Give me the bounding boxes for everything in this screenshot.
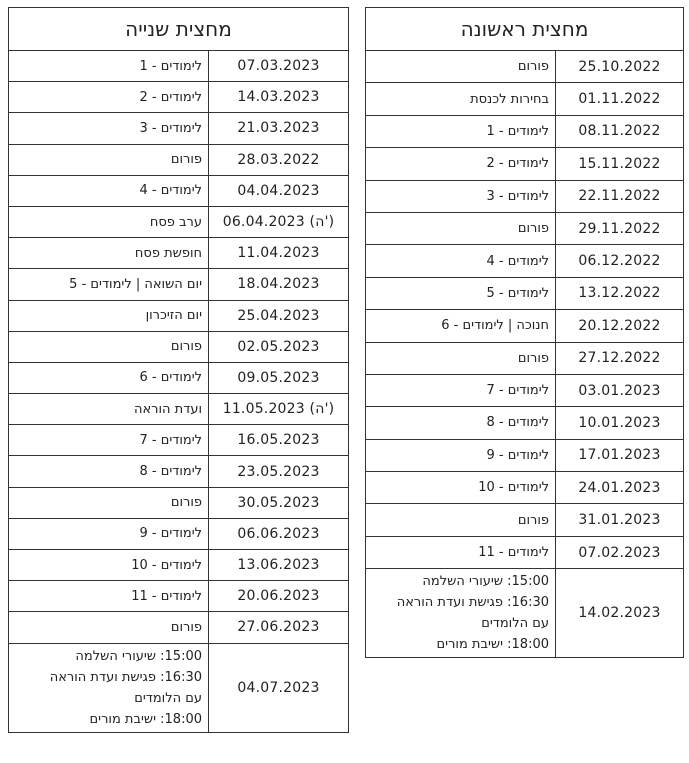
event-cell: פורום [366, 51, 556, 83]
table-row [366, 277, 684, 309]
date-cell: 25.10.2022 [556, 51, 684, 83]
table-row [9, 612, 349, 643]
date-cell: 04.07.2023 [209, 643, 349, 732]
date-cell: 20.06.2023 [209, 581, 349, 612]
date-cell: 16.05.2023 [209, 425, 349, 456]
date-cell: 08.11.2022 [556, 115, 684, 147]
event-cell: חופשת פסח [9, 238, 209, 269]
table-row [9, 456, 349, 487]
event-cell: יום הזיכרון [9, 300, 209, 331]
date-cell: 07.02.2023 [556, 536, 684, 568]
date-cell: 06.06.2023 [209, 518, 349, 549]
table-row [366, 472, 684, 504]
date-cell: 15.11.2022 [556, 148, 684, 180]
date-cell: 31.01.2023 [556, 504, 684, 536]
event-cell: בחירות לכנסת [366, 83, 556, 115]
table-row [9, 238, 349, 269]
table-row [9, 487, 349, 518]
event-cell: לימודים - 8 [9, 456, 209, 487]
schedule-line: 18:00: ישיבת מורים [436, 637, 549, 653]
date-cell: 14.02.2023 [556, 569, 684, 658]
date-cell: 06.12.2022 [556, 245, 684, 277]
event-cell: לימודים - 4 [9, 175, 209, 206]
date-cell: 20.12.2022 [556, 310, 684, 342]
table-row [9, 206, 349, 237]
table-row [366, 342, 684, 374]
table-row [9, 362, 349, 393]
table-row [9, 144, 349, 175]
date-cell: 27.06.2023 [209, 612, 349, 643]
table-row [366, 407, 684, 439]
table-row [9, 300, 349, 331]
event-cell: לימודים - 1 [9, 51, 209, 82]
date-cell: 10.01.2023 [556, 407, 684, 439]
date-cell: 17.01.2023 [556, 439, 684, 471]
event-cell: לימודים - 2 [9, 82, 209, 113]
schedule-line: 18:00: ישיבת מורים [89, 711, 202, 727]
schedule-line: עם הלומדים [134, 690, 202, 706]
table-row [9, 394, 349, 425]
table-row [366, 83, 684, 115]
event-cell: פורום [366, 212, 556, 244]
event-cell: לימודים - 10 [9, 550, 209, 581]
schedule-line: 15:00: שיעורי השלמה [422, 574, 549, 590]
date-cell: 29.11.2022 [556, 212, 684, 244]
first-semester-table [365, 7, 684, 658]
event-cell: פורום [9, 331, 209, 362]
date-cell: 09.05.2023 [209, 362, 349, 393]
event-cell: חנוכה | לימודים - 6 [366, 310, 556, 342]
event-cell: לימודים - 3 [366, 180, 556, 212]
date-cell: 02.05.2023 [209, 331, 349, 362]
event-cell: פורום [9, 612, 209, 643]
date-cell: 23.05.2023 [209, 456, 349, 487]
event-cell: לימודים - 10 [366, 472, 556, 504]
date-cell: 14.03.2023 [209, 82, 349, 113]
table-row [9, 425, 349, 456]
table-row [9, 175, 349, 206]
event-cell: לימודים - 9 [9, 518, 209, 549]
table-row [9, 82, 349, 113]
event-cell: לימודים - 7 [366, 374, 556, 406]
event-cell: לימודים - 8 [366, 407, 556, 439]
table-row [9, 518, 349, 549]
table-row [366, 310, 684, 342]
table-row [9, 331, 349, 362]
table-row [366, 51, 684, 83]
schedule-cell [9, 643, 209, 732]
event-cell: לימודים - 7 [9, 425, 209, 456]
table-row [366, 536, 684, 568]
table-row [9, 113, 349, 144]
event-cell: לימודים - 3 [9, 113, 209, 144]
schedule-line: עם הלומדים [481, 616, 549, 632]
event-cell: ערב פסח [9, 206, 209, 237]
table-row [9, 581, 349, 612]
table-row [366, 180, 684, 212]
table-row [366, 504, 684, 536]
date-cell: 13.06.2023 [209, 550, 349, 581]
date-cell: 13.12.2022 [556, 277, 684, 309]
event-cell: לימודים - 1 [366, 115, 556, 147]
schedule-line: 15:00: שיעורי השלמה [75, 648, 202, 664]
date-cell: 04.04.2023 [209, 175, 349, 206]
table-row [366, 115, 684, 147]
date-cell: 24.01.2023 [556, 472, 684, 504]
second-semester-title: מחצית שנייה [9, 8, 349, 51]
event-cell: פורום [9, 144, 209, 175]
event-cell: לימודים - 4 [366, 245, 556, 277]
date-cell: 07.03.2023 [209, 51, 349, 82]
table-row-final [9, 643, 349, 732]
schedule-line: 16:30: פגישת ועדת הוראה [396, 595, 549, 611]
date-cell: 28.03.2022 [209, 144, 349, 175]
event-cell: לימודים - 2 [366, 148, 556, 180]
date-cell: 01.11.2022 [556, 83, 684, 115]
table-row [366, 212, 684, 244]
table-row [366, 374, 684, 406]
event-cell: לימודים - 6 [9, 362, 209, 393]
first-semester-title: מחצית ראשונה [366, 8, 684, 51]
date-cell: 22.11.2022 [556, 180, 684, 212]
table-row [366, 245, 684, 277]
table-row-final [366, 569, 684, 658]
second-semester-table [8, 7, 349, 733]
date-cell: 18.04.2023 [209, 269, 349, 300]
event-cell: לימודים - 11 [366, 536, 556, 568]
date-cell: 25.04.2023 [209, 300, 349, 331]
schedule-cell [366, 569, 556, 658]
table-row [366, 439, 684, 471]
event-cell: ועדת הוראה [9, 394, 209, 425]
date-cell: 21.03.2023 [209, 113, 349, 144]
event-cell: פורום [366, 504, 556, 536]
date-cell: 27.12.2022 [556, 342, 684, 374]
schedule-line: 16:30: פגישת ועדת הוראה [49, 669, 202, 685]
date-cell: 30.05.2023 [209, 487, 349, 518]
event-cell: לימודים - 11 [9, 581, 209, 612]
date-cell: 06.04.2023 (ה') [209, 206, 349, 237]
event-cell: לימודים - 5 [366, 277, 556, 309]
table-row [9, 51, 349, 82]
date-cell: 11.05.2023 (ה') [209, 394, 349, 425]
table-row [9, 550, 349, 581]
event-cell: פורום [9, 487, 209, 518]
date-cell: 11.04.2023 [209, 238, 349, 269]
table-row [366, 148, 684, 180]
event-cell: לימודים - 9 [366, 439, 556, 471]
table-row [9, 269, 349, 300]
event-cell: פורום [366, 342, 556, 374]
event-cell: יום השואה | לימודים - 5 [9, 269, 209, 300]
date-cell: 03.01.2023 [556, 374, 684, 406]
